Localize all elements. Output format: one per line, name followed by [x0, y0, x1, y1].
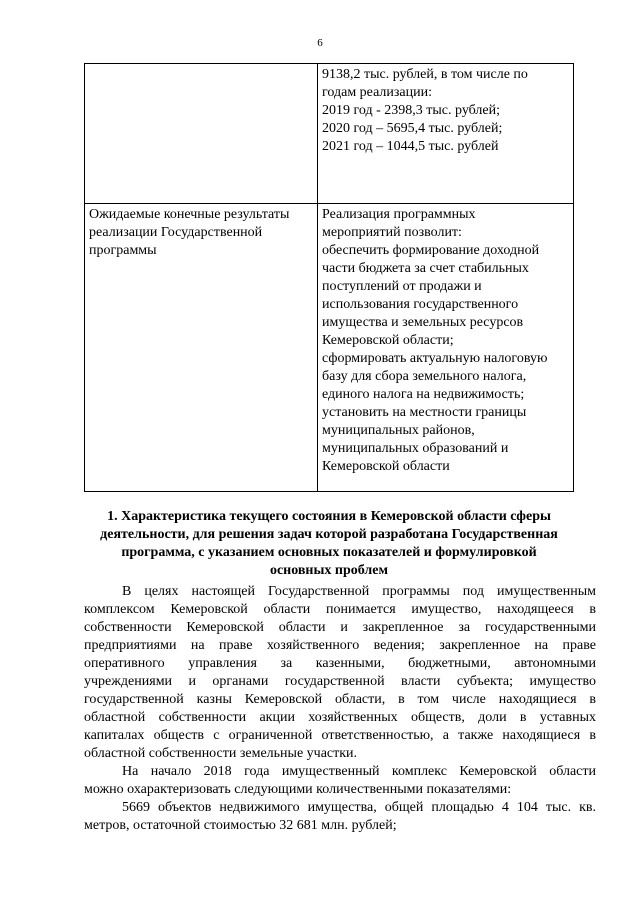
expected-results-value-cell — [318, 204, 574, 492]
paragraph-line: предприятиями на праве хозяйственного ведения; закрепленное на праве — [84, 638, 596, 653]
expected-results-line: мероприятий позволит: — [322, 225, 462, 240]
paragraph-line: государственной казны Кемеровской области, в том числе находящиеся в — [84, 692, 596, 707]
section-heading-line: программа, с указанием основных показателей и формулировкой — [121, 545, 537, 560]
section-heading-line: деятельности, для решения задач которой разработана Государственная — [100, 527, 558, 542]
expected-results-line: сформировать актуальную налоговую — [322, 351, 548, 366]
financing-line: 2021 год – 1044,5 тыс. рублей — [322, 139, 499, 154]
expected-results-line: муниципальных образований и — [322, 441, 509, 456]
paragraph-line: областной собственности земельные участки. — [84, 746, 358, 761]
section-heading-line: основных проблем — [269, 563, 389, 578]
paragraph-line: учреждениями и органами государственной власти субъекта; имущество — [84, 674, 596, 689]
section-heading-line: 1. Характеристика текущего состояния в Кемеровской области сферы — [107, 509, 551, 524]
financing-line: 9138,2 тыс. рублей, в том числе по — [322, 67, 528, 82]
body-text — [84, 583, 596, 835]
expected-results-line: части бюджета за счет стабильных — [322, 261, 529, 276]
financing-line: 2019 год - 2398,3 тыс. рублей; — [322, 103, 501, 118]
expected-results-label-line: программы — [89, 243, 157, 258]
expected-results-label-line: Ожидаемые конечные результаты — [89, 207, 290, 222]
expected-results-line: единого налога на недвижимость; — [322, 387, 525, 402]
paragraph-property-complex — [84, 583, 596, 763]
paragraph-line: можно охарактеризовать следующими количественными показателями: — [84, 782, 512, 797]
expected-results-line: установить на местности границы — [322, 405, 527, 420]
paragraph-real-estate-objects — [84, 799, 596, 835]
paragraph-line: комплексом Кемеровской области понимается имущество, находящееся в — [84, 602, 596, 617]
expected-results-line: муниципальных районов, — [322, 423, 475, 438]
financing-line: годам реализации: — [322, 85, 432, 100]
expected-results-label-line: реализации Государственной — [89, 225, 263, 240]
expected-results-label-cell — [85, 204, 318, 492]
expected-results-line: использования государственного — [322, 297, 519, 312]
paragraph-line: областной собственности акции хозяйственных обществ, доли в уставных — [84, 710, 596, 725]
financing-label-cell — [85, 64, 318, 204]
paragraph-line: собственности Кемеровской области и закрепленное за государственными — [84, 620, 596, 635]
table-row-expected-results — [85, 204, 574, 492]
paragraph-line: На начало 2018 года имущественный комплекс Кемеровской области — [122, 764, 596, 779]
expected-results-line: Реализация программных — [322, 207, 476, 222]
financing-line: 2020 год – 5695,4 тыс. рублей; — [322, 121, 503, 136]
expected-results-line: Кемеровской области; — [322, 333, 454, 348]
paragraph-line: капиталах обществ с ограниченной ответственностью, а также находящиеся в — [84, 728, 596, 743]
paragraph-line: 5669 объектов недвижимого имущества, общей площадью 4 104 тыс. кв. — [122, 800, 596, 815]
paragraph-line: метров, остаточной стоимостью 32 681 млн. рублей; — [84, 818, 397, 833]
program-passport-table — [84, 63, 574, 492]
expected-results-line: Кемеровской области — [322, 459, 450, 474]
paragraph-indicators-intro — [84, 763, 596, 799]
table-row-financing — [85, 64, 574, 204]
page-number: 6 — [317, 37, 323, 49]
expected-results-line: поступлений от продажи и — [322, 279, 482, 294]
paragraph-line: оперативного управления за казенными, бюджетными, автономными — [84, 656, 596, 671]
section-heading — [84, 508, 574, 580]
expected-results-line: имущества и земельных ресурсов — [322, 315, 524, 330]
financing-value-cell — [318, 64, 574, 204]
expected-results-line: обеспечить формирование доходной — [322, 243, 540, 258]
paragraph-line: В целях настоящей Государственной программы под имущественным — [122, 584, 596, 599]
expected-results-line: базу для сбора земельного налога, — [322, 369, 527, 384]
